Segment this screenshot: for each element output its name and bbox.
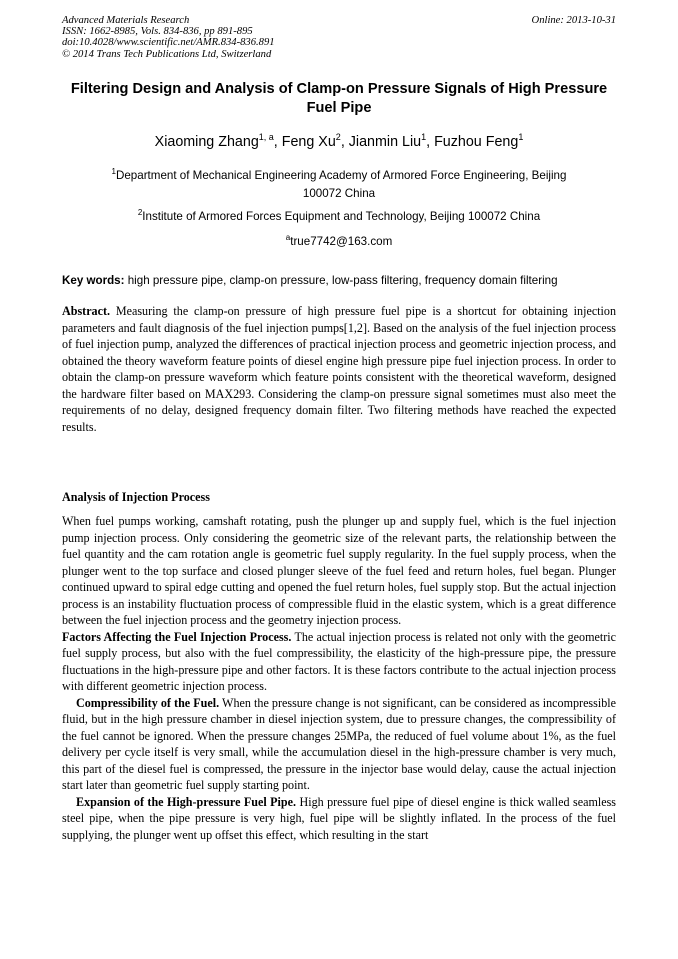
affiliation-2 xyxy=(62,208,616,226)
author-name: Fuzhou Feng xyxy=(434,134,519,150)
subheading: Expansion of the High-pressure Fuel Pipe. xyxy=(76,794,297,809)
abstract-label: Abstract. xyxy=(62,304,111,318)
author-name: Jianmin Liu xyxy=(348,134,422,150)
abstract-text: Measuring the clamp-on pressure of high pressure fuel pipe is a shortcut for obtaining injection parameters and fault diagnosis of the fuel injection pumps[1,2]. Based on the analysis of the fuel injection process of fuel injection pump, analyzed the differences of practical injection process and geometric injection process, and obtained the theory waveform feature points of diesel engine high pressure pipe fuel injection process. In order to obtain the clamp-on pressure waveform which feature points consistent with the theoretical waveform, designed the hardware filter based on MAX293. Considering the clamp-on pressure signal sometimes must also meet the requirements of no delay, designed frequency domain filter. Two filtering methods have reached the expected results. xyxy=(62,304,616,434)
email-line xyxy=(62,233,616,251)
paragraph xyxy=(62,629,616,695)
author-superscript: 1 xyxy=(421,132,427,142)
paragraph xyxy=(62,695,616,794)
section-body xyxy=(62,513,616,843)
keywords xyxy=(62,272,622,289)
affiliation-text: Institute of Armored Forces Equipment and Technology, Beijing 100072 China xyxy=(142,210,541,223)
author-separator: , xyxy=(273,134,282,150)
affiliation-superscript: 1 xyxy=(111,167,116,176)
author-list xyxy=(62,132,616,152)
keywords-text: high pressure pipe, clamp-on pressure, low-pass filtering, frequency domain filtering xyxy=(124,274,558,287)
affiliation-text: Department of Mechanical Engineering Academy of Armored Force Engineering, Beijing xyxy=(115,169,567,182)
paper-title: Filtering Design and Analysis of Clamp-on Pressure Signals of High Pressure Fuel Pipe xyxy=(70,81,608,116)
email-superscript: a xyxy=(285,233,291,242)
section-heading: Analysis of Injection Process xyxy=(62,490,210,504)
affiliation-superscript: 2 xyxy=(137,208,143,217)
subheading: Compressibility of the Fuel. xyxy=(76,695,220,710)
author-superscript: 1 xyxy=(518,132,524,142)
author-separator: , xyxy=(340,134,349,150)
journal-name: Advanced Materials Research xyxy=(62,15,190,26)
author-separator: , xyxy=(426,134,435,150)
copyright: © 2014 Trans Tech Publications Ltd, Switzerland xyxy=(62,48,272,60)
author-name: Feng Xu xyxy=(281,134,336,150)
author-superscript: 2 xyxy=(335,132,341,142)
paragraph-text: When the pressure change is not significant, can be considered as incompressible fluid, but in the high pressure chamber in diesel injection system, due to pressure changes, the compressibility of the fuel cannot be ignored. When the pressure changes 25MPa, the reduced of fuel volume about 1%, as the fuel delivery per cycle itself is very small, while the accumulation diesel in the high-pressure chamber is very much, this part of the diesel fuel is compressed, the pressure in the injector base would delay, cause the actual injection start later than geometric fuel supply starting point. xyxy=(62,695,616,792)
abstract xyxy=(62,303,616,435)
paragraph: When fuel pumps working, camshaft rotating, push the plunger up and supply fuel, which is the fuel injection pump injection process. Only considering the geometric size of the relevant parts, the relationship between the fuel quantity and the cam rotation angle is geometric fuel supply regularity. In the fuel supply process, when the plunger went to the top surface and closed plunger sleeve of the fuel feed and return holes, fuel began. Plunger continued upward to spiral edge cutting and opened the fuel return holes, fuel supply stop. But the actual injection process is an instability fluctuation process of compressible fluid in the elastic system, which is a great difference between the fuel injection process and the geometry injection process. xyxy=(62,514,616,627)
paragraph-text: High pressure fuel pipe of diesel engine is thick walled seamless steel pipe, when the pipe pressure is very high, fuel pipe will be slightly inflated. In the process of the fuel supplying, the plunger went up offset this effect, which resulting in the start xyxy=(62,794,616,842)
subheading: Factors Affecting the Fuel Injection Process. xyxy=(62,629,292,644)
paragraph-text: The actual injection process is related not only with the geometric fuel supply process, but also with the fuel compressibility, the elasticity of the high-pressure pipe, the pressure fluctuations in the high-pressure pipe and other factors. It is these factors contribute to the actual injection process with different geometric injection process. xyxy=(62,629,616,693)
journal-header xyxy=(62,15,616,60)
issn: ISSN: 1662-8985, Vols. 834-836, pp 891-895 xyxy=(62,26,253,38)
keywords-label: Key words: xyxy=(62,274,125,287)
author-name: Xiaoming Zhang xyxy=(154,134,259,150)
affiliation-text: 100072 China xyxy=(302,187,376,200)
paragraph xyxy=(62,794,616,844)
author-superscript: 1, a xyxy=(258,132,274,142)
email-address: true7742@163.com xyxy=(290,235,393,248)
affiliation-1 xyxy=(62,167,616,203)
online-date: Online: 2013-10-31 xyxy=(531,15,616,26)
doi: doi:10.4028/www.scientific.net/AMR.834-836.891 xyxy=(62,37,275,49)
